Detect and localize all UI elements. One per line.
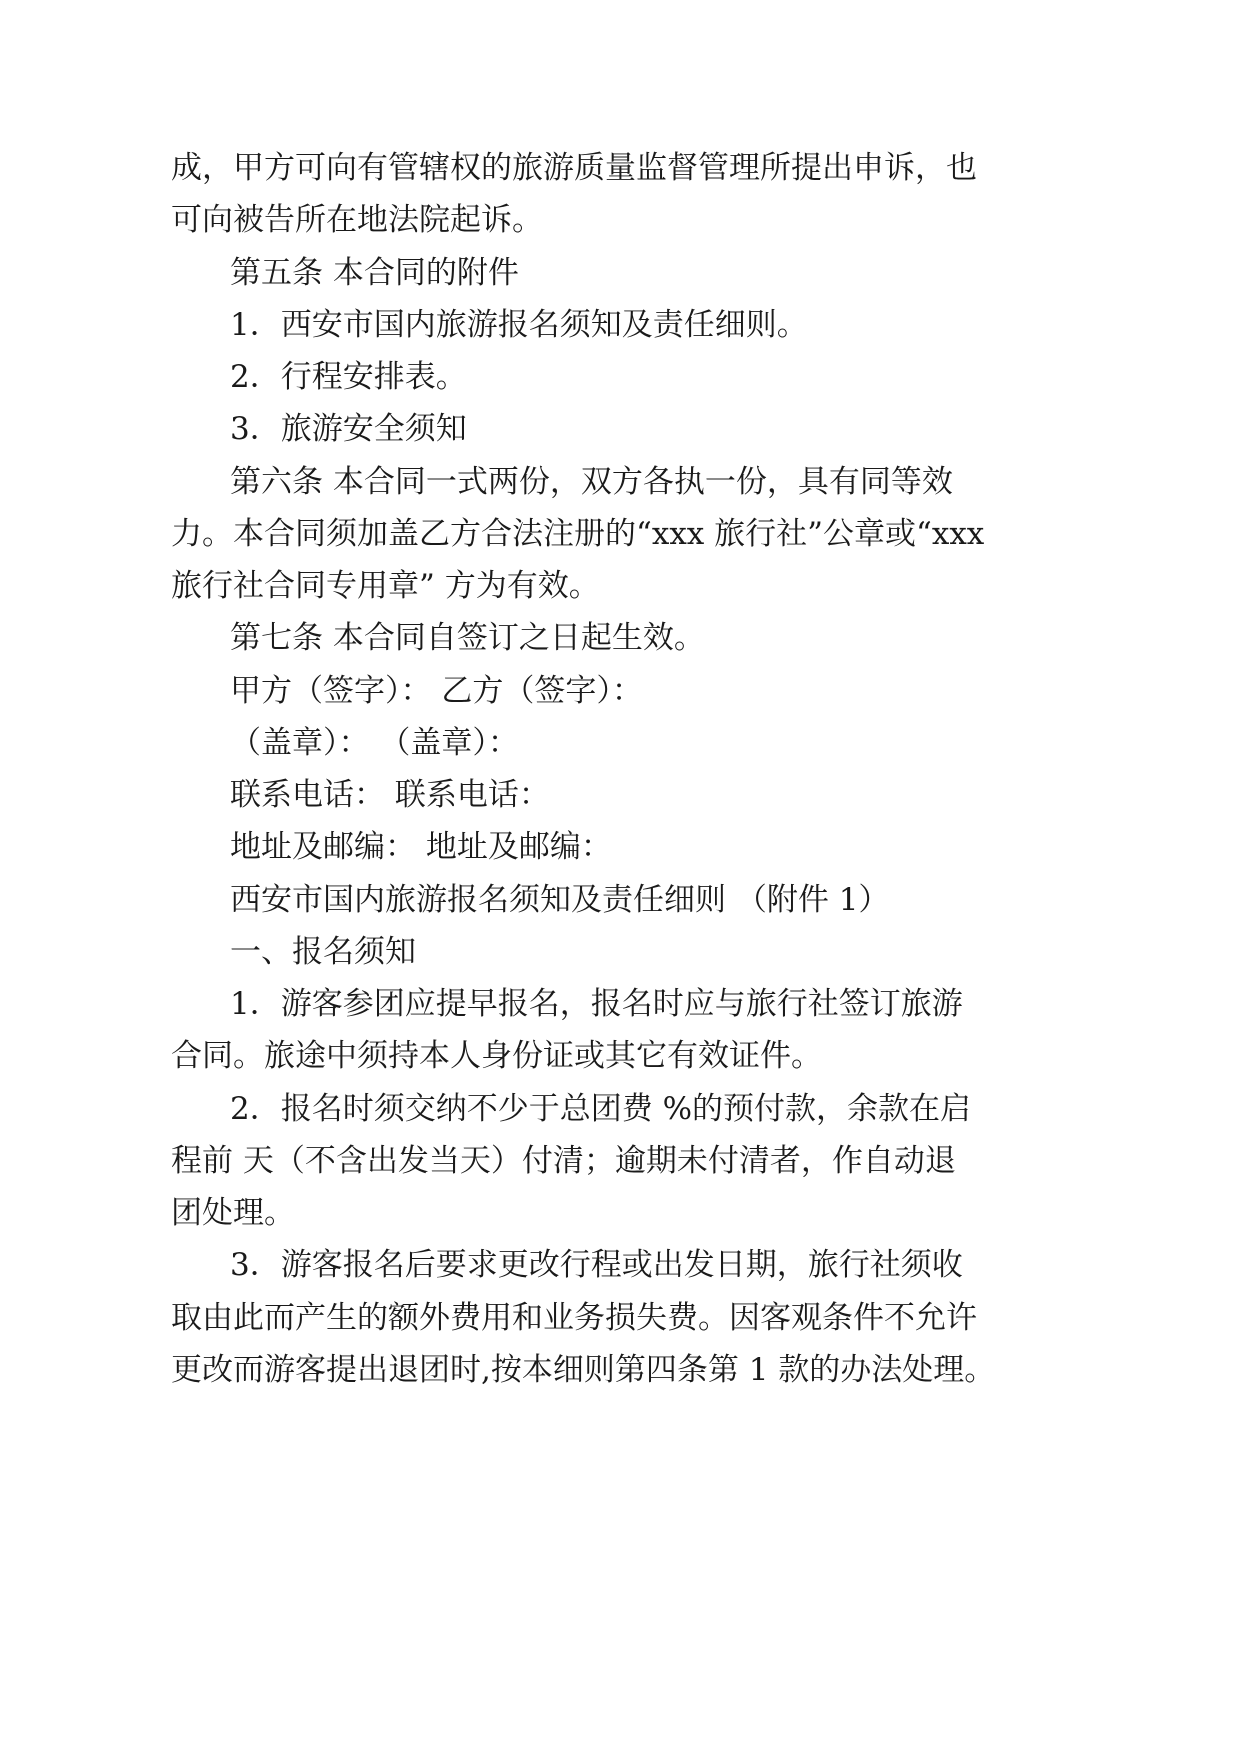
list-item: 3．游客报名后要求更改行程或出发日期，旅行社须收 [230,1247,963,1283]
text-line: 成，甲方可向有管辖权的旅游质量监督管理所提出申诉，也 [171,150,977,186]
text-line: 合同。旅途中须持本人身份证或其它有效证件。 [171,1038,822,1074]
list-item: 1．西安市国内旅游报名须知及责任细则。 [230,307,808,343]
text-line: 取由此而产生的额外费用和业务损失费。因客观条件不允许 [171,1300,977,1336]
signature-line: 甲方（签字）： 乙方（签字）： [230,673,643,709]
section-heading: 第六条 本合同一式两份，双方各执一份，具有同等效 [230,464,953,500]
seal-line: （盖章）： （盖章）： [230,725,519,761]
phone-line: 联系电话： 联系电话： [230,777,550,813]
text-line: 团处理。 [171,1195,295,1231]
text-line: 可向被告所在地法院起诉。 [171,202,543,238]
section-heading: 第七条 本合同自签订之日起生效。 [230,620,705,656]
list-item: 3．旅游安全须知 [230,411,467,447]
section-heading: 一、报名须知 [230,934,416,970]
address-line: 地址及邮编： 地址及邮编： [230,829,612,865]
text-line: 力。本合同须加盖乙方合法注册的“xxx 旅行社”公章或“xxx [171,516,985,552]
text-line: 更改而游客提出退团时,按本细则第四条第 1 款的办法处理。 [171,1352,996,1388]
list-item: 2．报名时须交纳不少于总团费 %的预付款，余款在启 [230,1091,972,1127]
list-item: 1．游客参团应提早报名，报名时应与旅行社签订旅游 [230,986,963,1022]
text-line: 程前 天（不含出发当天）付清；逾期未付清者，作自动退 [171,1143,956,1179]
section-heading: 第五条 本合同的附件 [230,255,519,291]
appendix-title: 西安市国内旅游报名须知及责任细则 （附件 1） [230,882,890,918]
text-line: 旅行社合同专用章” 方为有效。 [171,568,600,604]
list-item: 2．行程安排表。 [230,359,467,395]
